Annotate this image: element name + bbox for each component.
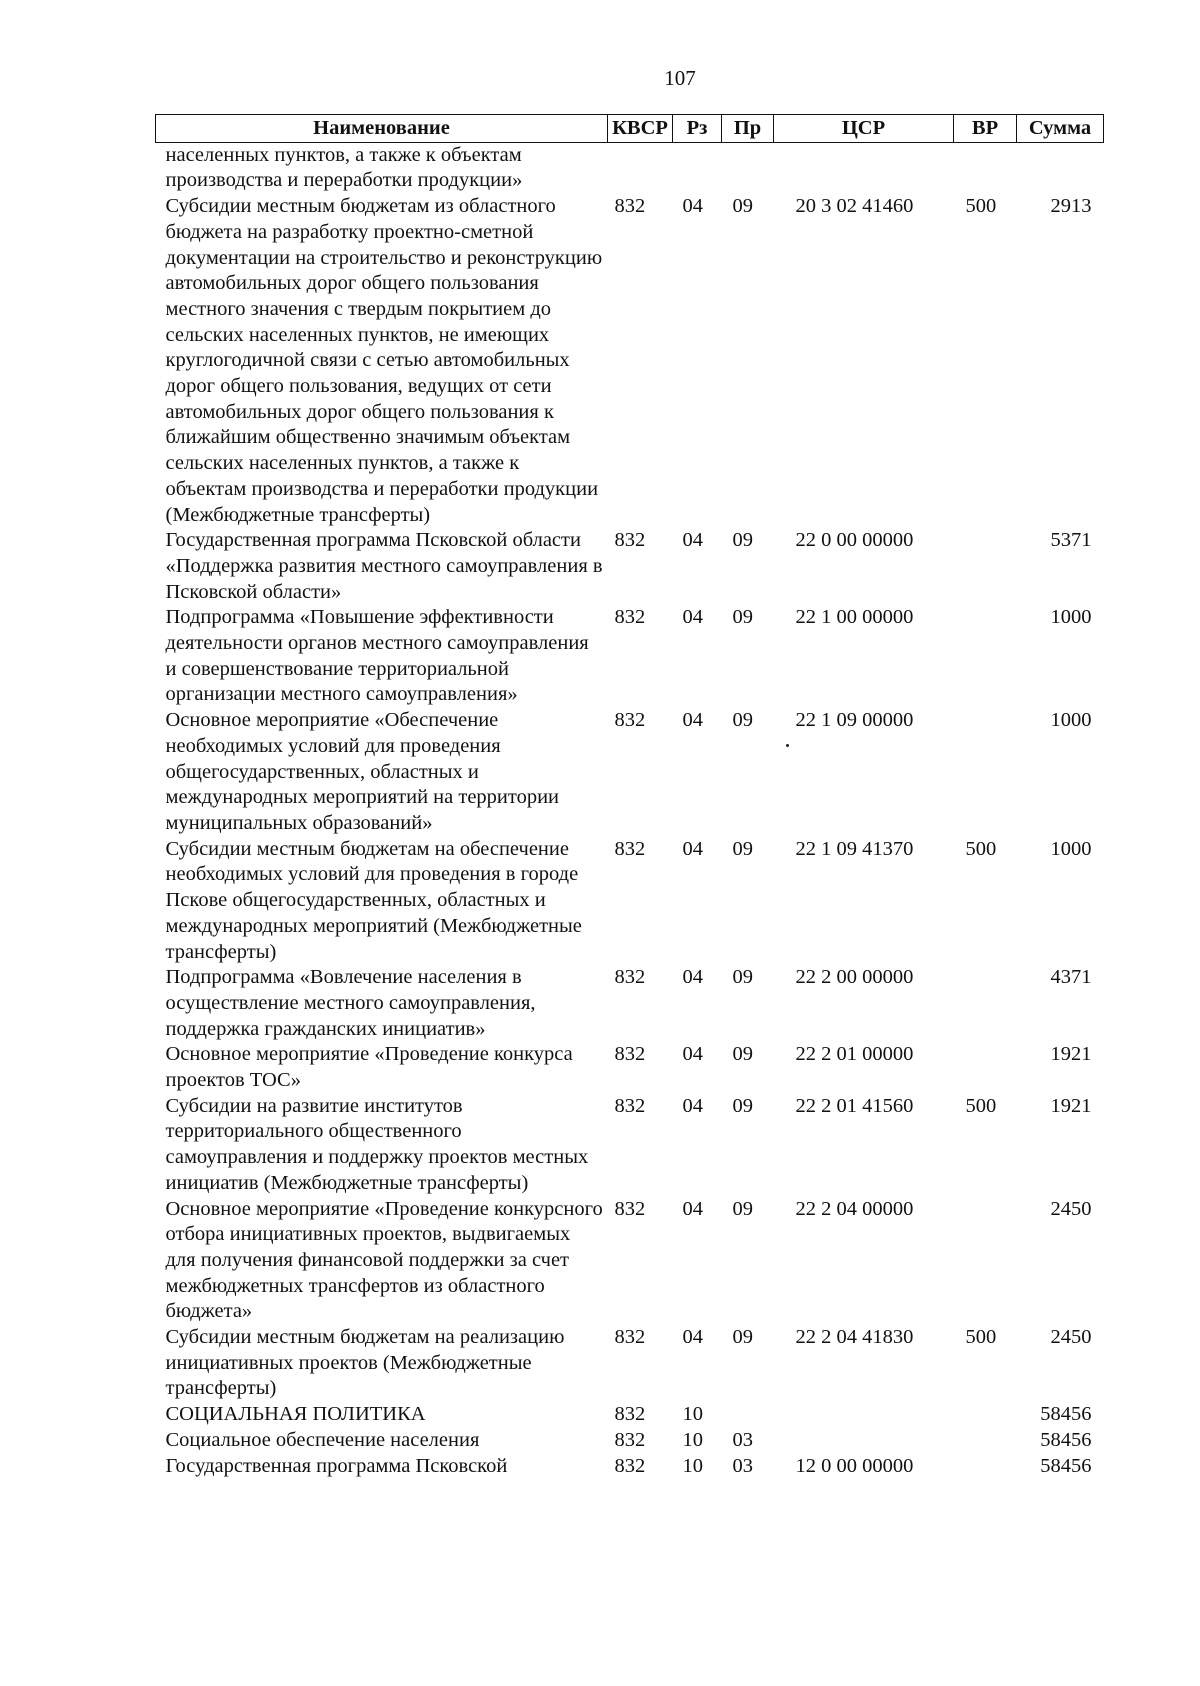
- cell-name: Основное мероприятие «Обеспечение необходимых условий для проведения общегосударственных, областных и международных мероприятий на территории муниципальных образований»: [165, 709, 560, 834]
- cell-csr: 22 2 01 41560: [795, 1094, 914, 1117]
- cell-vr: 500: [965, 195, 997, 218]
- cell-kvsr: 832: [614, 195, 646, 218]
- cell-sum: 1921: [1050, 1043, 1092, 1066]
- cell-csr: 22 0 00 00000: [795, 529, 914, 552]
- cell-vr: [954, 1197, 1017, 1326]
- cell-name: Подпрограмма «Повышение эффективности деятельности органов местного самоуправления и совершенствование территориальной организации местного самоуправления»: [165, 606, 589, 706]
- cell-name: Государственная программа Псковской: [165, 1454, 508, 1477]
- table-row: [156, 142, 1104, 194]
- cell-pr: 09: [732, 606, 753, 629]
- cell-kvsr: 832: [614, 1094, 646, 1117]
- cell-csr: [774, 142, 954, 194]
- cell-rz: 04: [682, 529, 703, 552]
- cell-csr: 12 0 00 00000: [795, 1454, 914, 1477]
- cell-pr: 03: [732, 1454, 753, 1477]
- header-name: Наименование: [156, 115, 608, 143]
- cell-pr: 09: [732, 195, 753, 218]
- table-row: [156, 837, 1104, 966]
- header-kvsr: КВСР: [608, 115, 673, 143]
- cell-sum: 1921: [1050, 1094, 1092, 1117]
- table-row: [156, 708, 1104, 837]
- cell-kvsr: 832: [614, 1403, 646, 1426]
- cell-sum: 1000: [1050, 709, 1092, 732]
- cell-kvsr: 832: [614, 966, 646, 989]
- table-row: [156, 965, 1104, 1042]
- cell-rz: 10: [682, 1428, 703, 1451]
- cell-csr: 20 3 02 41460: [795, 195, 914, 218]
- cell-pr: 03: [732, 1428, 753, 1451]
- cell-csr: [774, 1428, 954, 1454]
- cell-rz: 04: [682, 837, 703, 860]
- table-row: [156, 1042, 1104, 1093]
- cell-rz: 04: [682, 966, 703, 989]
- table-row: [156, 1402, 1104, 1428]
- cell-pr: 09: [732, 1094, 753, 1117]
- cell-pr: 09: [732, 529, 753, 552]
- cell-pr: 09: [732, 966, 753, 989]
- cell-sum: 58456: [1040, 1454, 1092, 1477]
- cell-kvsr: 832: [614, 837, 646, 860]
- cell-sum: 5371: [1050, 529, 1092, 552]
- table-row: [156, 605, 1104, 708]
- cell-kvsr: 832: [614, 1326, 646, 1349]
- cell-rz: 10: [682, 1403, 703, 1426]
- table-row: [156, 194, 1104, 528]
- cell-kvsr: 832: [614, 709, 646, 732]
- page-number: 107: [664, 66, 696, 90]
- cell-rz: 04: [682, 709, 703, 732]
- cell-csr: 22 1 00 00000: [795, 606, 914, 629]
- cell-name: Субсидии местным бюджетам из областного бюджета на разработку проектно-сметной документации на строительство и реконструкцию автомобильных дорог общего пользования местного значения с твердым покрытием до сельских населенных пунктов, не имеющих круглогодичной связи с сетью автомобильных дорог общего пользования, ведущих от сети автомобильных дорог общего пользования к ближайшим общественно значимым объектам сельских населенных пунктов, а также к объектам производства и переработки продукции (Межбюджетные трансферты): [165, 195, 603, 526]
- cell-kvsr: 832: [614, 606, 646, 629]
- cell-pr: 09: [732, 1197, 753, 1220]
- header-vr: ВР: [954, 115, 1017, 143]
- cell-name: Социальное обеспечение населения: [165, 1428, 480, 1451]
- header-pr: Пр: [722, 115, 774, 143]
- table-row: [156, 528, 1104, 605]
- table-header: [156, 115, 1104, 143]
- cell-name: Основное мероприятие «Проведение конкурса проектов ТОС»: [165, 1043, 573, 1092]
- cell-vr: [954, 605, 1017, 708]
- cell-rz: 04: [682, 1043, 703, 1066]
- cell-vr: 500: [965, 1326, 997, 1349]
- cell-sum: 58456: [1040, 1428, 1092, 1451]
- table-row: [156, 1325, 1104, 1402]
- cell-name: населенных пунктов, а также к объектам производства и переработки продукции»: [165, 143, 523, 192]
- cell-name: Субсидии местным бюджетам на реализацию инициативных проектов (Межбюджетные трансферты): [165, 1326, 565, 1400]
- cell-vr: [954, 1454, 1017, 1480]
- cell-rz: [673, 142, 722, 194]
- cell-sum: 1000: [1050, 837, 1092, 860]
- cell-vr: [954, 528, 1017, 605]
- cell-sum: 58456: [1040, 1403, 1092, 1426]
- cell-kvsr: 832: [614, 1428, 646, 1451]
- cell-kvsr: 832: [614, 1197, 646, 1220]
- header-rz: Рз: [673, 115, 722, 143]
- cell-rz: 04: [682, 606, 703, 629]
- cell-vr: [954, 708, 1017, 837]
- cell-rz: 04: [682, 1094, 703, 1117]
- cell-csr: 22 2 04 00000: [795, 1197, 914, 1220]
- cell-rz: 04: [682, 1326, 703, 1349]
- cell-kvsr: 832: [614, 529, 646, 552]
- budget-table: [155, 114, 1104, 1479]
- cell-csr: 22 2 00 00000: [795, 966, 914, 989]
- cell-csr: 22 2 01 00000: [795, 1043, 914, 1066]
- cell-pr: 09: [732, 1043, 753, 1066]
- cell-vr: [954, 965, 1017, 1042]
- cell-sum: 2450: [1050, 1326, 1092, 1349]
- cell-rz: 04: [682, 1197, 703, 1220]
- scan-speck: [786, 744, 789, 747]
- table-row: [156, 1094, 1104, 1197]
- cell-rz: 10: [682, 1454, 703, 1477]
- cell-pr: [722, 142, 774, 194]
- cell-vr: [954, 1428, 1017, 1454]
- cell-sum: 2450: [1050, 1197, 1092, 1220]
- cell-sum: 1000: [1050, 606, 1092, 629]
- cell-sum: 2913: [1050, 195, 1092, 218]
- cell-vr: 500: [965, 837, 997, 860]
- table-body: [156, 142, 1104, 1479]
- cell-vr: [954, 1042, 1017, 1093]
- header-csr: ЦСР: [774, 115, 954, 143]
- cell-kvsr: 832: [614, 1043, 646, 1066]
- table-row: [156, 1428, 1104, 1454]
- cell-vr: [954, 142, 1017, 194]
- cell-pr: 09: [732, 837, 753, 860]
- cell-pr: 09: [732, 709, 753, 732]
- cell-csr: [774, 1402, 954, 1428]
- header-sum: Сумма: [1017, 115, 1104, 143]
- cell-rz: 04: [682, 195, 703, 218]
- cell-vr: 500: [965, 1094, 997, 1117]
- cell-name: Субсидии на развитие институтов территориального общественного самоуправления и поддержку проектов местных инициатив (Межбюджетные трансферты): [165, 1094, 589, 1194]
- cell-csr: 22 1 09 00000: [795, 709, 914, 732]
- cell-csr: 22 1 09 41370: [795, 837, 914, 860]
- cell-name: Субсидии местным бюджетам на обеспечение необходимых условий для проведения в городе Пскове общегосударственных, областных и международных мероприятий (Межбюджетные трансферты): [165, 837, 582, 963]
- cell-sum: 4371: [1050, 966, 1092, 989]
- cell-vr: [954, 1402, 1017, 1428]
- cell-kvsr: [608, 142, 673, 194]
- table-row: [156, 1197, 1104, 1326]
- cell-name: СОЦИАЛЬНАЯ ПОЛИТИКА: [165, 1403, 426, 1426]
- cell-name: Подпрограмма «Вовлечение населения в осуществление местного самоуправления, поддержка гражданских инициатив»: [165, 966, 536, 1040]
- cell-name: Основное мероприятие «Проведение конкурсного отбора инициативных проектов, выдвигаемых для получения финансовой поддержки за счет межбюджетных трансфертов из областного бюджета»: [165, 1197, 603, 1323]
- cell-name: Государственная программа Псковской области «Поддержка развития местного самоуправления в Псковской области»: [165, 529, 603, 603]
- cell-pr: [722, 1402, 774, 1428]
- cell-kvsr: 832: [614, 1454, 646, 1477]
- table-row: [156, 1454, 1104, 1480]
- cell-sum: [1017, 142, 1104, 194]
- cell-csr: 22 2 04 41830: [795, 1326, 914, 1349]
- cell-pr: 09: [732, 1326, 753, 1349]
